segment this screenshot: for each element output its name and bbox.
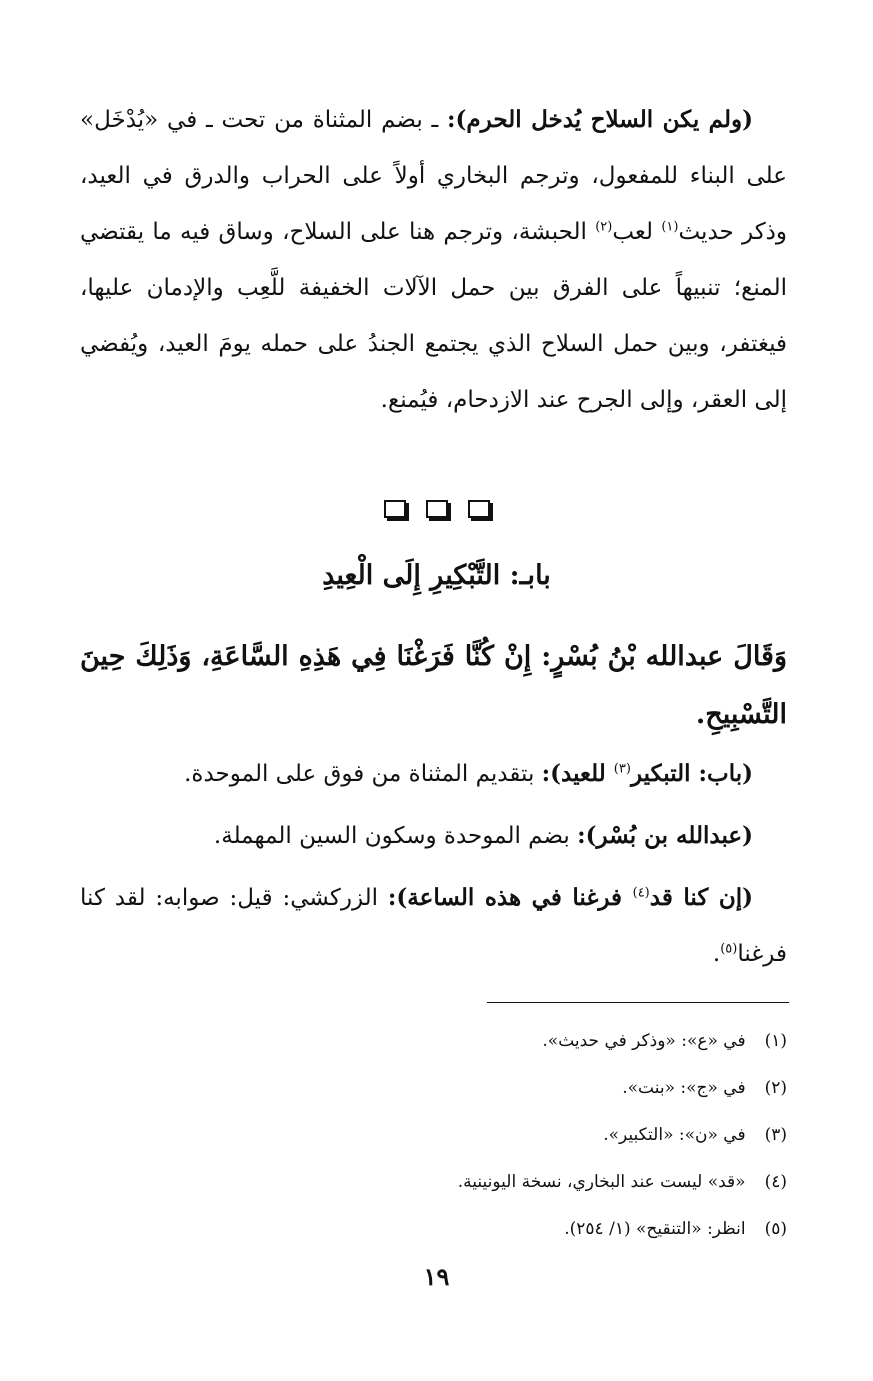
commentary-line-2: [80, 808, 787, 864]
paragraph-text-mid: لعب: [612, 219, 662, 245]
ornament-box-icon: [426, 500, 448, 518]
footnote-number: (٣): [764, 1125, 787, 1145]
line-3-end: .: [712, 941, 721, 967]
footnote-text: في «ن»: «التكبير».: [603, 1125, 746, 1145]
page-number: ١٩: [423, 1262, 450, 1291]
footnote-1: [227, 1018, 787, 1065]
footnotes: [227, 1018, 787, 1253]
footnote-number: (٢): [764, 1078, 787, 1098]
commentary-line-3: [80, 870, 787, 982]
paragraph-text-tail: الحبشة، وترجم هنا على السلاح، وساق فيه ما يقتضي المنع؛ تنبيهاً على الفرق بين حمل الآلات الخفيفة للَّعِب والإدمان عليها، فيغتفر، وبين حمل السلاح الذي يجتمع الجندُ على حمله يومَ العيد، ويُفضي إلى العقر، وإلى الجرح عند الازدحام، فيُمنع.: [80, 219, 787, 413]
footnote-ref-1[interactable]: (١): [661, 219, 679, 235]
lemma-name: (عبدالله بن بُسْر):: [577, 822, 753, 849]
line-1-text: بتقديم المثناة من فوق على الموحدة.: [184, 761, 542, 787]
footnote-separator: [487, 1002, 789, 1003]
footnote-text: في «ج»: «بنت».: [622, 1078, 746, 1098]
ornament-box-icon: [468, 500, 490, 518]
footnote-number: (٥): [764, 1219, 787, 1239]
ornament-box-icon: [384, 500, 406, 518]
paragraph-text: ـ بضم المثناة من تحت ـ في «يُدْخَل» على البناء للمفعول، وترجم البخاري أولاً على الحراب والدرق في العيد، وذكر حديث: [80, 107, 788, 245]
footnote-number: (١): [764, 1031, 787, 1051]
footnote-ref-3[interactable]: (٣): [613, 761, 631, 777]
lemma-bab-end: للعيد):: [541, 760, 614, 787]
footnote-text: «قد» ليست عند البخاري، نسخة اليونينية.: [457, 1172, 746, 1192]
lemma-bab: (باب: التبكير: [630, 760, 753, 787]
footnote-text: انظر: «التنقيح» (١/ ٢٥٤).: [564, 1219, 746, 1239]
footnote-ref-4[interactable]: (٤): [632, 885, 650, 901]
footnote-ref-5[interactable]: (٥): [720, 941, 738, 957]
footnote-text: في «ع»: «وذكر في حديث».: [542, 1031, 746, 1051]
commentary-paragraph: [80, 92, 787, 428]
line-3-text: الزركشي: قيل: صوابه: لقد كنا فرغنا: [80, 885, 787, 967]
footnote-4: [227, 1159, 787, 1206]
commentary-line-1: [80, 746, 787, 802]
footnote-3: [227, 1112, 787, 1159]
lemma-quote-end: فرغنا في هذه الساعة):: [387, 884, 633, 911]
line-2-text: بضم الموحدة وسكون السين المهملة.: [213, 823, 578, 849]
section-divider-ornament: [0, 496, 873, 526]
footnote-5: [227, 1206, 787, 1253]
hadith-text: وَقَالَ عبدالله بْنُ بُسْرٍ: إِنْ كُنَّا فَرَغْنَا فِي هَذِهِ السَّاعَةِ، وَذَلِكَ حِينَ التَّسْبِيحِ.: [80, 641, 787, 730]
footnote-ref-2[interactable]: (٢): [595, 219, 613, 235]
quoted-lemma: (ولم يكن السلاح يُدخل الحرم):: [447, 106, 753, 133]
footnote-2: [227, 1065, 787, 1112]
chapter-heading: بابـ: التَّبْكِيرِ إِلَى الْعِيدِ: [322, 560, 551, 591]
lemma-quote: (إن كنا قد: [649, 884, 754, 911]
footnote-number: (٤): [764, 1172, 787, 1192]
